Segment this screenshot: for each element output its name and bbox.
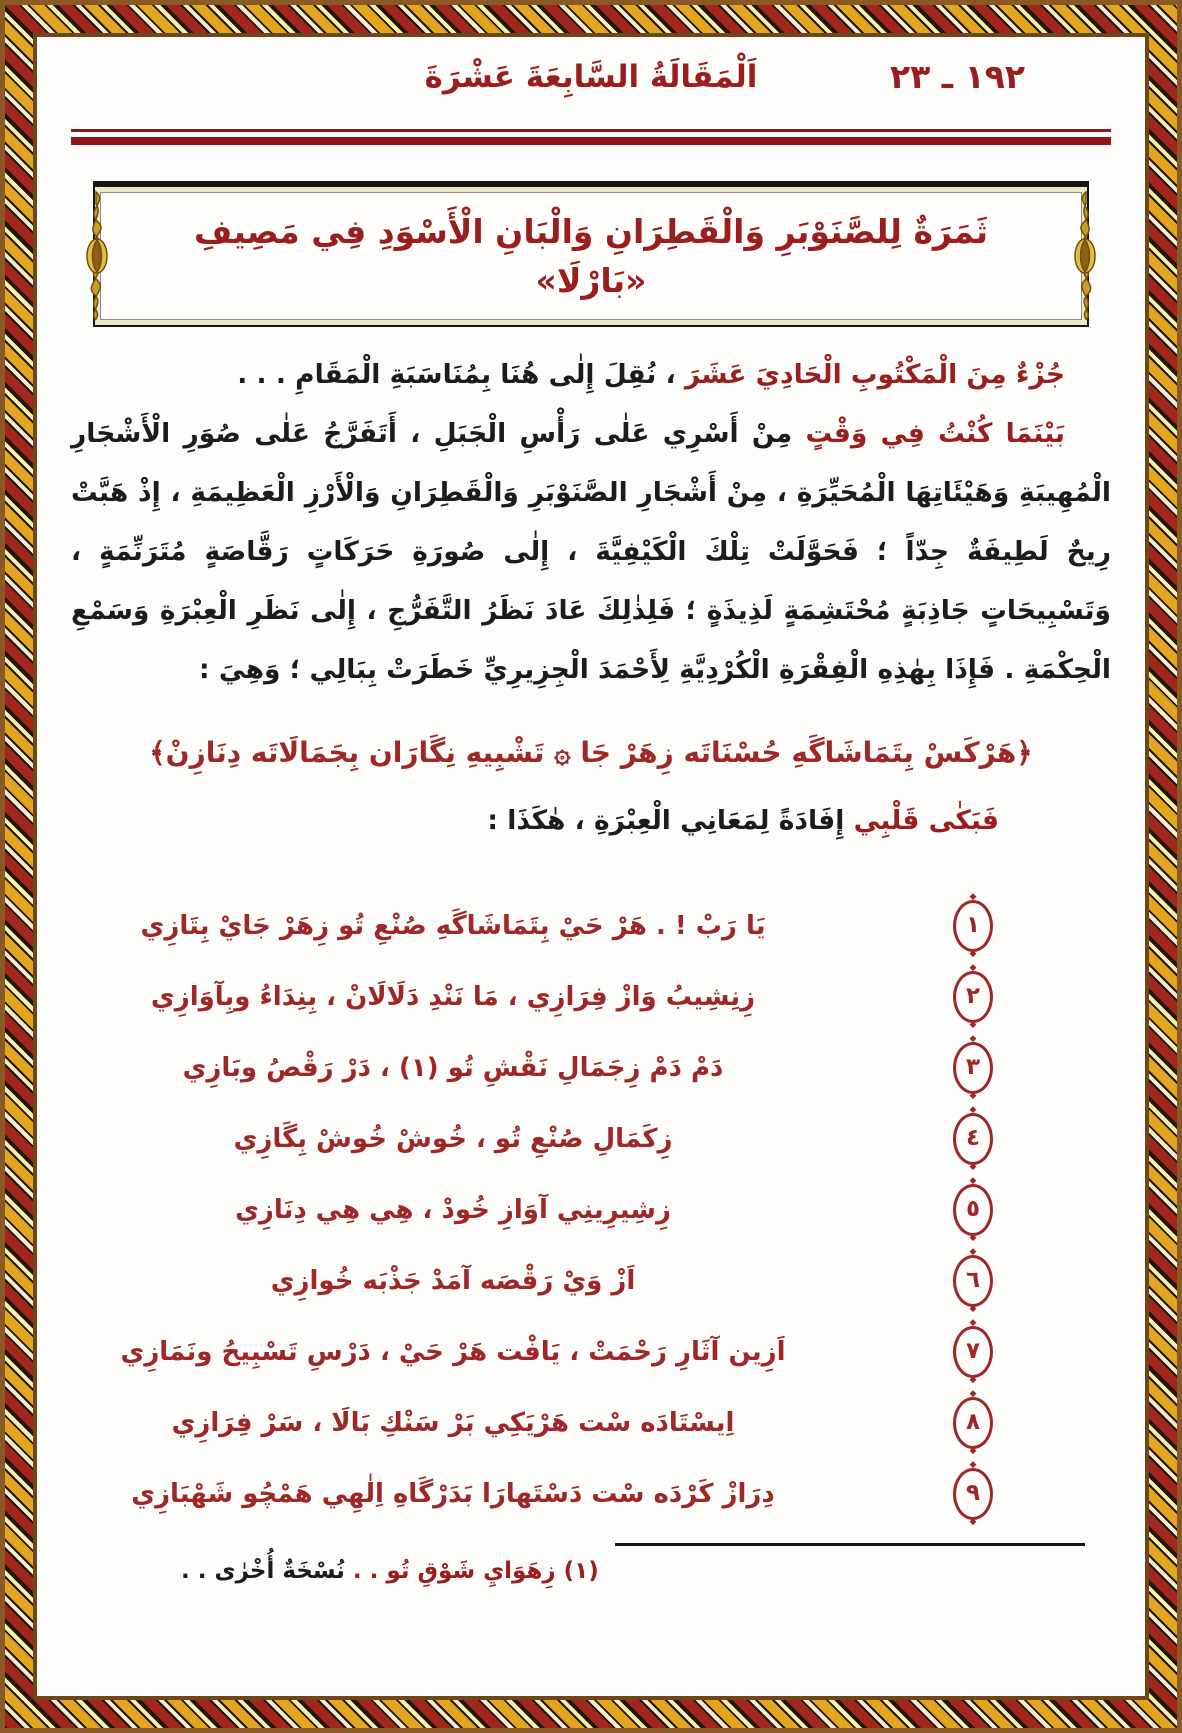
verse-row [71,1103,1111,1174]
page-number: ١٩٢ ـ ٢٣ [890,57,1025,96]
transition-lead: فَبَكٰى قَلْبِي [853,805,999,836]
verse-text: دَمْ دَمْ زِجَمَالِ نَقْشِ تُو (١) ، دَرْ رَقْصُ وبَازِي [182,1052,724,1083]
kurdish-couplet: ﴿هَرْكَسْ بِتَمَاشَاگَهِ حُسْنَاتَه زِهَرْ جَا ۞ تَشْبِيهِ نِگَارَان بِجَمَالَاتَه دِنَازِنْ﴾ [149,736,1033,769]
intro-lead: جُزْءٌ مِنَ الْمَكْتُوبِ الْحَادِيَ عَشَرَ [684,359,1065,390]
verse-text: اَزِين آثَارِ رَحْمَتْ ، يَافْت هَرْ حَيْ ، دَرْسِ تَسْبِيحُ ونَمَازِي [120,1336,786,1367]
main-lead: بَيْنَمَا كُنْتُ فِي وَقْتٍ [805,418,1065,449]
main-rest: مِنْ أَسْرِي عَلٰى رَأْسِ الْجَبَلِ ، أَتَفَرَّجُ عَلٰى صُوَرِ الْأَشْجَارِ الْمُهِيبَةِ وَهَيْئَاتِهَا الْمُحَيِّرَةِ ، مِنْ أَشْجَارِ الصَّنَوْبَرِ وَالْقَطِرَانِ وَالْأَرْزِ الْعَظِيمَةِ ، إِذْ هَبَّتْ رِيحٌ لَطِيفَةٌ جِدّاً ؛ فَحَوَّلَتْ تِلْكَ الْكَيْفِيَّةَ ، إِلٰى صُورَةِ حَرَكَاتٍ رَقَّاصَةٍ مُتَرَنِّمَةٍ ، وَتَسْبِيحَاتٍ جَاذِبَةٍ مُحْتَشِمَةٍ لَذِيذَةٍ ؛ فَلِذٰلِكَ عَادَ نَظَرُ التَّفَرُّجِ ، إِلٰى نَظَرِ الْعِبْرَةِ وَسَمْعِ الْحِكْمَةِ . فَإِذَا بِهٰذِهِ الْفِقْرَةِ الْكُرْدِيَّةِ لِأَحْمَدَ الْجِزِيرِيِّ خَطَرَتْ بِبَالِي ؛ وَهِيَ : [71,418,1111,685]
verse-row [71,1032,1111,1103]
transition-paragraph [71,791,1111,850]
intro-rest: ، نُقِلَ إِلٰى هُنَا بِمُنَاسَبَةِ الْمَقَامِ . . . [237,359,685,390]
intro-paragraph [71,345,1111,404]
verse-number-badge: ◆ ٤ ◆ [953,1113,993,1165]
book-page [33,33,1149,1700]
verse-text: اَزْ وَيْ رَقْصَه آمَدْ جَذْبَه خُوازِي [270,1265,636,1296]
verse-number-badge: ◆ ٩ ◆ [953,1468,993,1520]
verse-number-badge: ◆ ١ ◆ [953,900,993,952]
verse-text: زِكَمَالِ صُنْعِ تُو ، خُوشْ خُوشْ بِگَازِي [233,1123,673,1154]
transition-rest: إِفَادَةً لِمَعَانِي الْعِبْرَةِ ، هٰكَذَا : [487,805,854,836]
verse-row [71,890,1111,961]
verse-number-cell [835,900,1111,952]
verse-number-badge: ◆ ٧ ◆ [953,1326,993,1378]
page-header [71,49,1111,113]
verse-row [71,1245,1111,1316]
footnote-note-text: نُسْخَةٌ أُخْرٰى . . [181,1558,353,1584]
verse-row [71,1316,1111,1387]
verse-number-cell [835,1468,1111,1520]
verse-number-cell [835,1255,1111,1307]
verse-text: زِنِشِيبُ وَازْ فِرَازِي ، مَا نَنْدِ دَلَالَانْ ، بِنِدَاءُ وبِآوَازِي [150,981,756,1012]
verse-list [71,890,1111,1529]
footnote-divider [615,1543,1085,1546]
verse-row [71,1387,1111,1458]
verse-number-cell [835,971,1111,1023]
gold-acanthus-ornament-icon [78,189,114,323]
gold-acanthus-ornament-icon [1068,189,1104,323]
verse-number-badge: ◆ ٢ ◆ [953,971,993,1023]
verse-number-cell [835,1042,1111,1094]
verse-text: زِشِيرِينِي آوَازِ خُودْ ، هِي هِي دِنَازِي [235,1194,671,1225]
verse-number-badge: ◆ ٦ ◆ [953,1255,993,1307]
section-title: اَلْمَقَالَةُ السَّابِعَةَ عَشْرَةَ [424,59,758,95]
verse-row [71,1458,1111,1529]
verse-number-cell [835,1326,1111,1378]
verse-number-cell [835,1113,1111,1165]
chain-pattern-band [5,5,1177,1728]
header-divider [71,129,1111,145]
verse-number-badge: ◆ ٣ ◆ [953,1042,993,1094]
verse-number-cell [835,1184,1111,1236]
chapter-title: ثَمَرَةٌ لِلصَّنَوْبَرِ وَالْقَطِرَانِ وَالْبَانِ الْأَسْوَدِ فِي مَصِيفِ «بَارْلَا» [194,211,988,300]
main-paragraph [71,404,1111,699]
verse-text: يَا رَبْ ! . هَرْ حَيْ بِتَمَاشَاگَهِ صُنْعِ تُو زِهَرْ جَايْ بِتَازِي [140,910,766,941]
verse-row [71,1174,1111,1245]
footnote-marker-text: (١) زِهَوَايِ شَوْقِ تُو . . [352,1558,599,1584]
chapter-title-box [93,181,1089,327]
verse-text: اِيسْتَادَه سْت هَرْيَكِي بَرْ سَنْكِ بَالَا ، سَرْ فِرَازِي [171,1407,735,1438]
verse-number-badge: ◆ ٨ ◆ [953,1397,993,1449]
verse-text: دِرَازْ كَرْدَه سْت دَسْتَهارَا بَدَرْگَاهِ اِلٰهِي هَمْچُو شَهْبَازِي [131,1478,775,1509]
verse-row [71,961,1111,1032]
footnote [71,1558,1111,1584]
verse-number-cell [835,1397,1111,1449]
verse-number-badge: ◆ ٥ ◆ [953,1184,993,1236]
